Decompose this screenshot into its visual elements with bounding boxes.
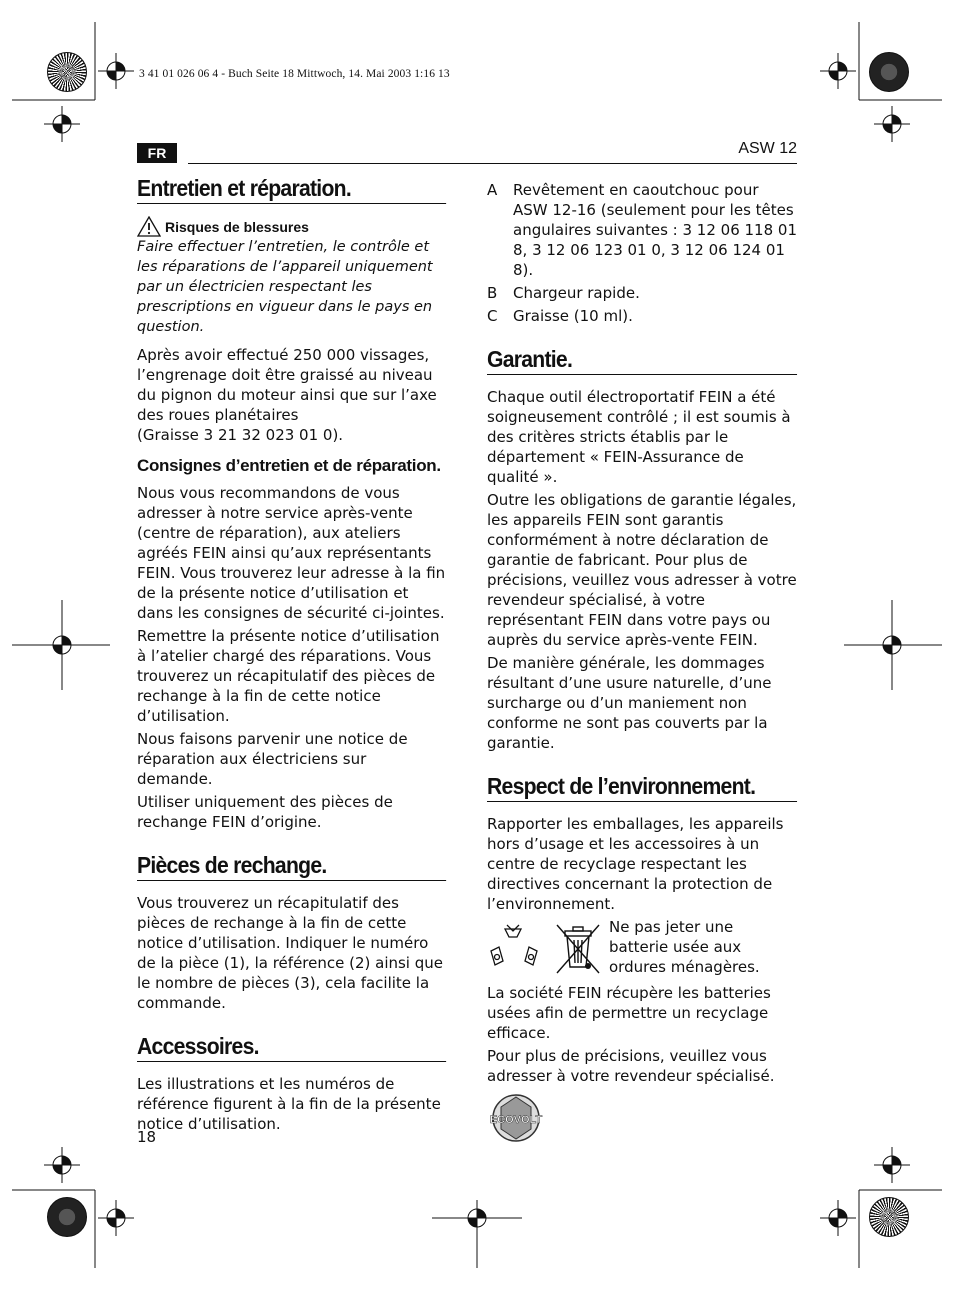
- header-rule: [188, 163, 797, 164]
- spare-parts-title: Pièces de rechange.: [137, 855, 446, 881]
- crossed-bin-icon: [551, 921, 605, 975]
- warning-title: Risques de blessures: [165, 218, 309, 235]
- battery-disposal-row: [487, 917, 797, 977]
- accessories-title: Accessoires.: [137, 1036, 446, 1062]
- accessory-key: C: [487, 307, 498, 325]
- print-info: 3 41 01 026 06 4 - Buch Seite 18 Mittwoch, 14. Mai 2003 1:16 13: [139, 68, 450, 80]
- accessory-text: Revêtement en caoutchouc pour ASW 12-16 (seulement pour les têtes angulaires suivantes : 3 12 06 118 01 8, 3 12 06 123 01 0, 3 12 06 124 01 8).: [513, 181, 797, 279]
- maintenance-title: Entretien et réparation.: [137, 178, 446, 204]
- guarantee-title: Garantie.: [487, 349, 797, 375]
- page-number: 18: [137, 1128, 157, 1146]
- accessory-item: [487, 283, 797, 303]
- accessory-item: [487, 180, 797, 280]
- left-column: [137, 175, 446, 1137]
- accessory-text: Graisse (10 ml).: [513, 307, 633, 325]
- recycle-icon: [487, 921, 541, 975]
- language-badge: FR: [137, 143, 177, 163]
- ecovolt-logo-text: ECOVOLT: [489, 1114, 543, 1126]
- spare-parts-text: Vous trouverez un récapitulatif des pièces de rechange à la fin de cette notice d’utilisation. Indiquer le numéro de la pièce (1), la référence (2) ainsi que le nombre de pièces (3), cela facilite la commande.: [137, 894, 443, 1012]
- maintenance-grease: (Graisse 3 21 32 023 01 0).: [137, 426, 344, 444]
- maintenance-para5: Utiliser uniquement des pièces de rechange FEIN d’origine.: [137, 793, 393, 831]
- right-column: [487, 180, 797, 1148]
- environment-para1: Rapporter les emballages, les appareils hors d’usage et les accessoires à un centre de recyclage respectant les directives concernant la protection de l’environnement.: [487, 815, 784, 913]
- environment-para3: Pour plus de précisions, veuillez vous adresser à votre revendeur spécialisé.: [487, 1047, 775, 1085]
- maintenance-para3: Remettre la présente notice d’utilisation à l’atelier chargé des réparations. Vous trouverez un récapitulatif des pièces de rechange à la fin de cette notice d’utilisation.: [137, 627, 440, 725]
- model-name: ASW 12: [738, 140, 797, 157]
- environment-title: Respect de l’environnement.: [487, 776, 797, 802]
- ecovolt-logo: [487, 1093, 545, 1143]
- warning-heading: [137, 216, 446, 237]
- battery-icons: [487, 917, 609, 977]
- maintenance-subtitle: Consignes d’entretien et de réparation.: [137, 456, 441, 475]
- battery-note: Ne pas jeter une batterie usée aux ordures ménagères.: [609, 918, 760, 976]
- accessory-key: A: [487, 181, 498, 199]
- maintenance-para4: Nous faisons parvenir une notice de réparation aux électriciens sur demande.: [137, 730, 408, 788]
- accessory-item: [487, 306, 797, 326]
- warning-triangle-icon: [137, 216, 161, 237]
- warning-text: Faire effectuer l’entretien, le contrôle et les réparations de l’appareil uniquement par un électricien respectant les prescriptions en vigueur dans le pays en question.: [137, 239, 433, 335]
- environment-para2: La société FEIN récupère les batteries usées afin de permettre un recyclage efficace.: [487, 984, 771, 1042]
- accessory-text: Chargeur rapide.: [513, 284, 640, 302]
- guarantee-para3: De manière générale, les dommages résultant d’une usure naturelle, d’une surcharge ou d’un maniement non conforme ne sont pas couverts par la garantie.: [487, 654, 772, 752]
- accessory-key: B: [487, 284, 498, 302]
- guarantee-para1: Chaque outil électroportatif FEIN a été soigneusement contrôlé ; il est soumis à des critères stricts établis par le département « FEIN-Assurance de qualité ».: [487, 388, 791, 486]
- accessories-text: Les illustrations et les numéros de référence figurent à la fin de la présente notice d’utilisation.: [137, 1075, 441, 1133]
- guarantee-para2: Outre les obligations de garantie légales, les appareils FEIN sont garantis conformément à notre déclaration de garantie de fabricant. Pour plus de précisions, veuillez vous adresser à votre revendeur spécialisé, à votre représentant FEIN dans votre pays ou auprès du service après-vente FEIN.: [487, 491, 797, 649]
- maintenance-para2: Nous vous recommandons de vous adresser à notre service après-vente (centre de réparation), aux ateliers agréés FEIN ainsi qu’aux représentants FEIN. Vous trouverez leur adresse à la fin de la présente notice d’utilisation et dans les consignes de sécurité ci-jointes.: [137, 484, 446, 622]
- maintenance-para1: Après avoir effectué 250 000 vissages, l’engrenage doit être graissé au niveau du pignon du moteur ainsi que sur l’axe des roues planétaires: [137, 346, 437, 424]
